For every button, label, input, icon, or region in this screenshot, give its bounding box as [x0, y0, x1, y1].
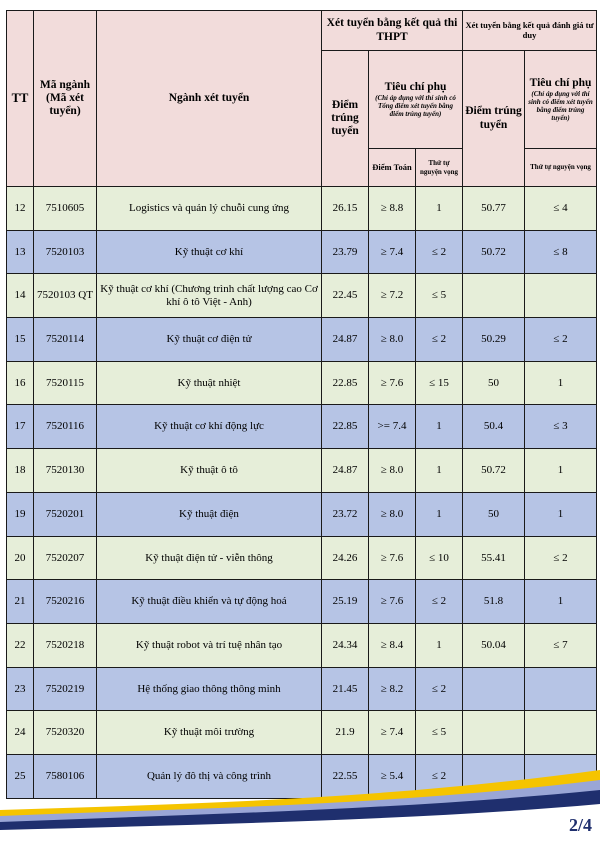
row-diem-toan: ≥ 7.6	[369, 361, 416, 405]
row-ma-nganh: 7510605	[34, 187, 97, 231]
row-ma-nganh: 7520114	[34, 318, 97, 362]
row-thpt-nguyen-vong: ≤ 2	[416, 230, 463, 274]
row-dgtd-nguyen-vong: 1	[525, 492, 597, 536]
row-nganh: Kỹ thuật cơ khí (Chương trình chất lượng cao Cơ khí ô tô Việt - Anh)	[97, 274, 322, 318]
row-tt: 25	[7, 754, 34, 798]
row-tt: 18	[7, 449, 34, 493]
row-thpt-nguyen-vong: 1	[416, 187, 463, 231]
table-header	[7, 11, 597, 187]
header-dgtd-tieu-chi-title: Tiêu chí phụ	[529, 76, 592, 89]
row-thpt-nguyen-vong: ≤ 5	[416, 274, 463, 318]
row-dgtd-diem: 50	[463, 492, 525, 536]
row-thpt-nguyen-vong: ≤ 2	[416, 318, 463, 362]
header-dgtd-note: (Chỉ áp dụng với thí sinh có điểm xét tuyển bằng điểm trúng tuyển)	[528, 90, 593, 123]
row-thpt-diem: 24.26	[322, 536, 369, 580]
row-thpt-nguyen-vong: 1	[416, 405, 463, 449]
header-dgtd-diem: Điểm trúng tuyển	[463, 51, 525, 187]
row-dgtd-diem: 50.04	[463, 623, 525, 667]
row-thpt-diem: 25.19	[322, 580, 369, 624]
row-nganh: Logistics và quản lý chuỗi cung ứng	[97, 187, 322, 231]
header-thpt-tieu-chi	[369, 51, 463, 149]
table-row	[7, 361, 597, 405]
table-row	[7, 580, 597, 624]
row-diem-toan: ≥ 8.8	[369, 187, 416, 231]
row-diem-toan: ≥ 8.4	[369, 623, 416, 667]
row-thpt-diem: 23.72	[322, 492, 369, 536]
row-dgtd-diem	[463, 274, 525, 318]
row-dgtd-nguyen-vong: ≤ 8	[525, 230, 597, 274]
row-nganh: Kỹ thuật cơ điện tử	[97, 318, 322, 362]
row-thpt-nguyen-vong: ≤ 10	[416, 536, 463, 580]
row-thpt-nguyen-vong: ≤ 15	[416, 361, 463, 405]
row-nganh: Kỹ thuật robot và trí tuệ nhân tạo	[97, 623, 322, 667]
admission-table	[6, 10, 597, 799]
row-tt: 20	[7, 536, 34, 580]
row-dgtd-diem: 50.77	[463, 187, 525, 231]
row-tt: 15	[7, 318, 34, 362]
row-diem-toan: ≥ 7.4	[369, 230, 416, 274]
table-row	[7, 711, 597, 755]
row-thpt-nguyen-vong: 1	[416, 623, 463, 667]
row-dgtd-nguyen-vong	[525, 667, 597, 711]
row-diem-toan: ≥ 7.6	[369, 536, 416, 580]
row-dgtd-diem: 50	[463, 361, 525, 405]
header-dgtd-nguyen-vong: Thứ tự nguyện vọng	[525, 149, 597, 187]
header-nganh: Ngành xét tuyển	[97, 11, 322, 187]
row-thpt-diem: 22.85	[322, 361, 369, 405]
row-dgtd-nguyen-vong: 1	[525, 361, 597, 405]
header-thpt-nguyen-vong: Thứ tự nguyện vọng	[416, 149, 463, 187]
row-diem-toan: ≥ 7.2	[369, 274, 416, 318]
row-diem-toan: ≥ 7.6	[369, 580, 416, 624]
header-thpt-tieu-chi-title: Tiêu chí phụ	[384, 80, 447, 93]
table-row	[7, 667, 597, 711]
table-row	[7, 536, 597, 580]
header-tt: TT	[7, 11, 34, 187]
header-thpt-group: Xét tuyển bằng kết quả thi THPT	[322, 11, 463, 51]
row-diem-toan: ≥ 8.2	[369, 667, 416, 711]
row-dgtd-diem: 55.41	[463, 536, 525, 580]
row-thpt-diem: 22.85	[322, 405, 369, 449]
row-tt: 22	[7, 623, 34, 667]
row-thpt-diem: 23.79	[322, 230, 369, 274]
row-diem-toan: ≥ 8.0	[369, 318, 416, 362]
row-thpt-diem: 24.34	[322, 623, 369, 667]
row-tt: 19	[7, 492, 34, 536]
row-tt: 16	[7, 361, 34, 405]
row-dgtd-nguyen-vong: ≤ 7	[525, 623, 597, 667]
row-nganh: Hệ thống giao thông thông minh	[97, 667, 322, 711]
row-ma-nganh: 7520116	[34, 405, 97, 449]
row-thpt-diem: 21.45	[322, 667, 369, 711]
row-ma-nganh: 7520219	[34, 667, 97, 711]
row-ma-nganh: 7520320	[34, 711, 97, 755]
row-thpt-diem: 24.87	[322, 318, 369, 362]
table-row	[7, 187, 597, 231]
row-ma-nganh: 7520218	[34, 623, 97, 667]
row-dgtd-diem	[463, 711, 525, 755]
row-diem-toan: ≥ 8.0	[369, 449, 416, 493]
row-nganh: Kỹ thuật cơ khí	[97, 230, 322, 274]
row-nganh: Kỹ thuật điện tử - viễn thông	[97, 536, 322, 580]
row-thpt-diem: 22.45	[322, 274, 369, 318]
row-ma-nganh: 7580106	[34, 754, 97, 798]
row-diem-toan: ≥ 8.0	[369, 492, 416, 536]
table-row	[7, 623, 597, 667]
row-thpt-nguyen-vong: ≤ 2	[416, 580, 463, 624]
row-thpt-nguyen-vong: 1	[416, 449, 463, 493]
row-ma-nganh: 7520207	[34, 536, 97, 580]
row-dgtd-nguyen-vong: 1	[525, 580, 597, 624]
row-thpt-diem: 26.15	[322, 187, 369, 231]
row-dgtd-nguyen-vong: 1	[525, 449, 597, 493]
row-thpt-nguyen-vong: ≤ 2	[416, 667, 463, 711]
row-dgtd-diem	[463, 667, 525, 711]
row-diem-toan: ≥ 7.4	[369, 711, 416, 755]
row-tt: 13	[7, 230, 34, 274]
row-tt: 12	[7, 187, 34, 231]
row-tt: 23	[7, 667, 34, 711]
table-row	[7, 274, 597, 318]
row-nganh: Kỹ thuật cơ khí động lực	[97, 405, 322, 449]
row-thpt-nguyen-vong: 1	[416, 492, 463, 536]
row-tt: 21	[7, 580, 34, 624]
header-dgtd-group: Xét tuyển bằng kết quả đánh giá tư duy	[463, 11, 597, 51]
row-dgtd-diem: 51.8	[463, 580, 525, 624]
row-ma-nganh: 7520115	[34, 361, 97, 405]
row-dgtd-nguyen-vong: ≤ 2	[525, 536, 597, 580]
row-dgtd-diem: 50.72	[463, 230, 525, 274]
row-nganh: Kỹ thuật môi trường	[97, 711, 322, 755]
row-ma-nganh: 7520130	[34, 449, 97, 493]
header-diem-toan: Điểm Toán	[369, 149, 416, 187]
row-ma-nganh: 7520201	[34, 492, 97, 536]
row-thpt-nguyen-vong: ≤ 5	[416, 711, 463, 755]
row-nganh: Quản lý đô thị và công trình	[97, 754, 322, 798]
row-dgtd-nguyen-vong: ≤ 4	[525, 187, 597, 231]
header-ma-nganh: Mã ngành (Mã xét tuyển)	[34, 11, 97, 187]
table-row	[7, 492, 597, 536]
row-diem-toan: >= 7.4	[369, 405, 416, 449]
row-ma-nganh: 7520103	[34, 230, 97, 274]
row-nganh: Kỹ thuật ô tô	[97, 449, 322, 493]
row-diem-toan: ≥ 5.4	[369, 754, 416, 798]
table-row	[7, 230, 597, 274]
header-thpt-note: (Chỉ áp dụng với thí sinh có Tổng điểm xét tuyển bằng điểm trúng tuyển)	[375, 94, 456, 119]
row-ma-nganh: 7520216	[34, 580, 97, 624]
row-dgtd-nguyen-vong	[525, 711, 597, 755]
row-dgtd-diem: 50.72	[463, 449, 525, 493]
row-tt: 24	[7, 711, 34, 755]
table-row	[7, 405, 597, 449]
row-thpt-diem: 21.9	[322, 711, 369, 755]
row-dgtd-nguyen-vong: ≤ 2	[525, 318, 597, 362]
row-tt: 14	[7, 274, 34, 318]
row-thpt-diem: 24.87	[322, 449, 369, 493]
footer-swoosh	[0, 770, 600, 848]
header-dgtd-tieu-chi	[525, 51, 597, 149]
row-tt: 17	[7, 405, 34, 449]
page-number: 2/4	[568, 815, 592, 835]
table-body	[7, 187, 597, 799]
header-thpt-diem: Điểm trúng tuyển	[322, 51, 369, 187]
table-row	[7, 449, 597, 493]
row-dgtd-diem: 50.4	[463, 405, 525, 449]
row-dgtd-diem: 50.29	[463, 318, 525, 362]
row-nganh: Kỹ thuật nhiệt	[97, 361, 322, 405]
row-dgtd-nguyen-vong: ≤ 3	[525, 405, 597, 449]
row-nganh: Kỹ thuật điều khiển và tự động hoá	[97, 580, 322, 624]
row-dgtd-nguyen-vong	[525, 274, 597, 318]
row-ma-nganh: 7520103 QT	[34, 274, 97, 318]
table-row	[7, 318, 597, 362]
row-thpt-nguyen-vong: ≤ 2	[416, 754, 463, 798]
row-thpt-diem: 22.55	[322, 754, 369, 798]
row-nganh: Kỹ thuật điện	[97, 492, 322, 536]
